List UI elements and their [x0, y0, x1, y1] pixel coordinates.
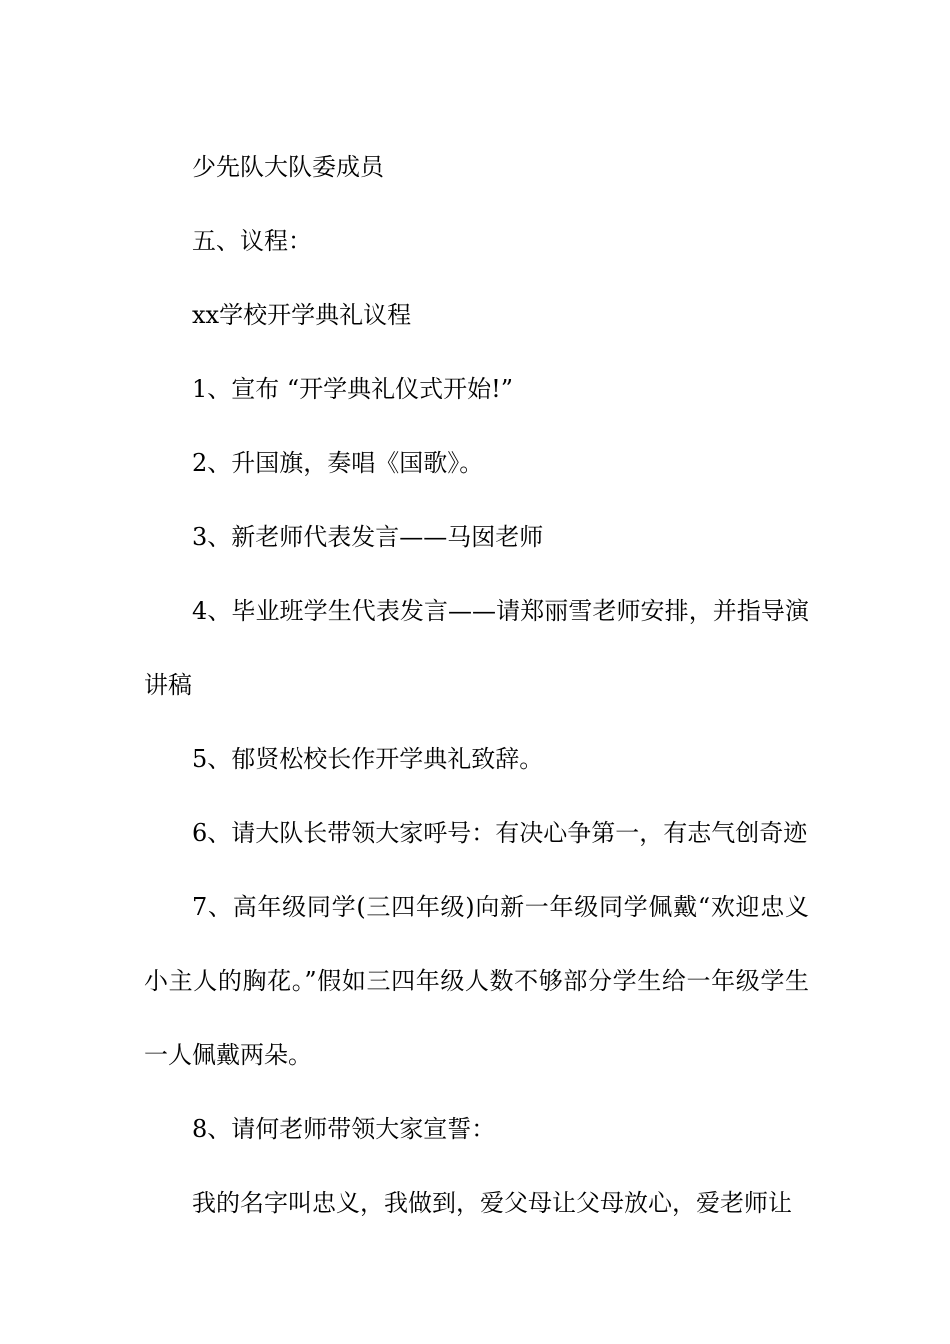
- paragraph-committee-members: 少先队大队委成员: [192, 153, 384, 181]
- agenda-item-2: 2、升国旗，奏唱《国歌》。: [192, 449, 484, 477]
- oath-text: 我的名字叫忠义，我做到，爱父母让父母放心，爱老师让: [192, 1189, 792, 1217]
- agenda-item-7: 7、高年级同学(三四年级)向新一年级同学佩戴“欢迎忠义小主人的胸花。”假如三四年级人数不够部分学生给一年级学生一人佩戴两朵。: [144, 893, 809, 1069]
- document-body: [144, 130, 809, 1240]
- agenda-item-3: 3、新老师代表发言——马囡老师: [192, 523, 544, 551]
- agenda-item-4: 4、毕业班学生代表发言——请郑丽雪老师安排，并指导演讲稿: [144, 597, 809, 699]
- agenda-item-5: 5、郁贤松校长作开学典礼致辞。: [192, 745, 544, 773]
- paragraph-agenda-heading: 五、议程：: [192, 227, 312, 255]
- paragraph-agenda-title: xx学校开学典礼议程: [192, 301, 412, 329]
- agenda-item-1: 1、宣布 “开学典礼仪式开始!”: [192, 375, 514, 403]
- agenda-item-6: 6、请大队长带领大家呼号：有决心争第一，有志气创奇迹: [192, 819, 808, 847]
- agenda-item-8: 8、请何老师带领大家宣誓：: [192, 1115, 496, 1143]
